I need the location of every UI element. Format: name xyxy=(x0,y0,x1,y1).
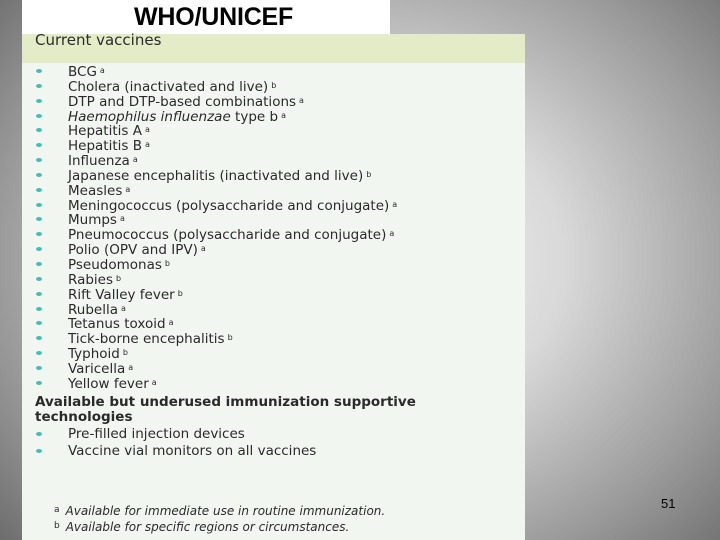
availability-note: a xyxy=(144,140,150,150)
vaccine-name: Hepatitis B xyxy=(68,138,142,155)
technology-item xyxy=(22,426,316,443)
vaccine-item xyxy=(22,331,397,346)
bullet-icon xyxy=(36,247,42,251)
availability-note: a xyxy=(119,214,125,224)
title-box xyxy=(22,0,390,34)
bullet-icon xyxy=(36,277,42,281)
vaccine-name: DTP and DTP-based combinations xyxy=(68,93,297,110)
technology-item xyxy=(22,443,316,460)
availability-note: a xyxy=(389,229,395,239)
bullet-icon xyxy=(36,366,42,370)
availability-note: a xyxy=(99,66,105,75)
availability-note: b xyxy=(366,169,372,179)
bullet-icon xyxy=(36,84,42,88)
vaccine-name-rest: type b xyxy=(230,108,279,125)
vaccine-name: Yellow fever xyxy=(68,375,149,392)
bullet-icon xyxy=(36,232,42,236)
vaccine-name: Cholera (inactivated and live) xyxy=(68,78,269,95)
vaccine-name: Varicella xyxy=(68,360,126,377)
vaccine-item xyxy=(22,64,397,79)
technology-name: Vaccine vial monitors on all vaccines xyxy=(68,442,317,459)
bullet-icon xyxy=(36,99,42,103)
availability-note: a xyxy=(144,125,150,135)
vaccine-item xyxy=(22,198,397,213)
vaccine-name: Influenza xyxy=(68,153,130,170)
availability-note: b xyxy=(177,288,183,298)
vaccine-item xyxy=(22,109,397,124)
page-number: 51 xyxy=(661,496,676,511)
bullet-icon xyxy=(36,173,42,177)
footnotes xyxy=(54,503,385,534)
availability-note: b xyxy=(122,348,128,358)
vaccine-name: Mumps xyxy=(68,212,117,229)
bullet-icon xyxy=(36,351,42,355)
availability-note: b xyxy=(116,273,122,283)
vaccine-item xyxy=(22,183,397,198)
vaccine-name: Measles xyxy=(68,182,123,199)
bullet-icon xyxy=(36,217,42,221)
vaccine-name: Pseudomonas xyxy=(68,256,162,273)
footnote-text: Available for specific regions or circumstances. xyxy=(65,519,350,534)
bullet-icon xyxy=(36,449,42,453)
bullet-icon xyxy=(36,336,42,340)
vaccine-name: Rubella xyxy=(68,301,118,318)
footnote xyxy=(54,519,385,535)
vaccine-table-image xyxy=(22,31,525,540)
availability-note: a xyxy=(128,362,134,372)
vaccine-item xyxy=(22,361,397,376)
availability-note: a xyxy=(281,110,286,120)
vaccine-item xyxy=(22,287,397,302)
technology-name: Pre-filled injection devices xyxy=(68,426,245,442)
vaccine-item xyxy=(22,123,397,138)
vaccine-name: Rabies xyxy=(68,271,114,288)
availability-note: a xyxy=(299,95,304,105)
table-header-title: Current vaccines xyxy=(35,31,162,49)
availability-note: a xyxy=(132,155,138,165)
bullet-icon xyxy=(36,432,42,436)
footnote-mark: a xyxy=(54,505,60,515)
bullet-icon xyxy=(36,203,42,207)
vaccine-item xyxy=(22,79,397,94)
availability-note: b xyxy=(227,333,233,343)
bullet-icon xyxy=(36,381,42,385)
technologies-list xyxy=(22,426,316,459)
vaccine-name: Meningococcus (polysaccharide and conjugate) xyxy=(68,197,390,214)
availability-note: a xyxy=(125,184,131,194)
vaccine-name: Pneumococcus (polysaccharide and conjugate) xyxy=(68,227,387,244)
vaccine-item xyxy=(22,138,397,153)
bullet-icon xyxy=(36,321,42,325)
bullet-icon xyxy=(36,143,42,147)
vaccine-item xyxy=(22,257,397,272)
vaccine-name: BCG xyxy=(68,64,97,80)
availability-note: a xyxy=(120,303,126,313)
vaccine-item xyxy=(22,168,397,183)
vaccine-item xyxy=(22,376,397,391)
bullet-icon xyxy=(36,188,42,192)
availability-note: a xyxy=(151,377,157,387)
vaccine-item xyxy=(22,242,397,257)
vaccine-item xyxy=(22,227,397,242)
bullet-icon xyxy=(36,158,42,162)
slide-title: WHO/UNICEF xyxy=(134,3,294,31)
vaccine-item xyxy=(22,94,397,109)
bullet-icon xyxy=(36,307,42,311)
vaccine-item xyxy=(22,302,397,317)
table-header-band xyxy=(22,31,525,63)
vaccine-item xyxy=(22,346,397,361)
vaccine-name: Hepatitis A xyxy=(68,123,142,140)
bullet-icon xyxy=(36,292,42,296)
technologies-subheading: Available but underused immunization supportive technologies xyxy=(35,394,416,425)
vaccine-item xyxy=(22,316,397,331)
vaccine-name: Tetanus toxoid xyxy=(68,316,166,333)
footnote xyxy=(54,503,385,519)
bullet-icon xyxy=(36,69,42,73)
availability-note: a xyxy=(168,318,174,328)
vaccine-item xyxy=(22,212,397,227)
bullet-icon xyxy=(36,114,42,118)
vaccine-name: Rift Valley fever xyxy=(68,286,175,303)
bullet-icon xyxy=(36,262,42,266)
vaccine-list xyxy=(22,64,397,391)
availability-note: a xyxy=(200,244,206,254)
bullet-icon xyxy=(36,128,42,132)
availability-note: b xyxy=(164,258,170,268)
footnote-mark: b xyxy=(54,520,60,531)
vaccine-name-italic: Haemophilus influenzae xyxy=(68,108,231,125)
vaccine-name: Tick-borne encephalitis xyxy=(68,331,225,348)
vaccine-name: Polio (OPV and IPV) xyxy=(68,242,198,259)
vaccine-item xyxy=(22,153,397,168)
vaccine-name: Typhoid xyxy=(68,346,120,363)
footnote-text: Available for immediate use in routine immunization. xyxy=(65,504,386,518)
vaccine-item xyxy=(22,272,397,287)
availability-note: b xyxy=(271,80,277,90)
vaccine-name: Japanese encephalitis (inactivated and live) xyxy=(68,167,364,184)
availability-note: a xyxy=(392,199,398,209)
